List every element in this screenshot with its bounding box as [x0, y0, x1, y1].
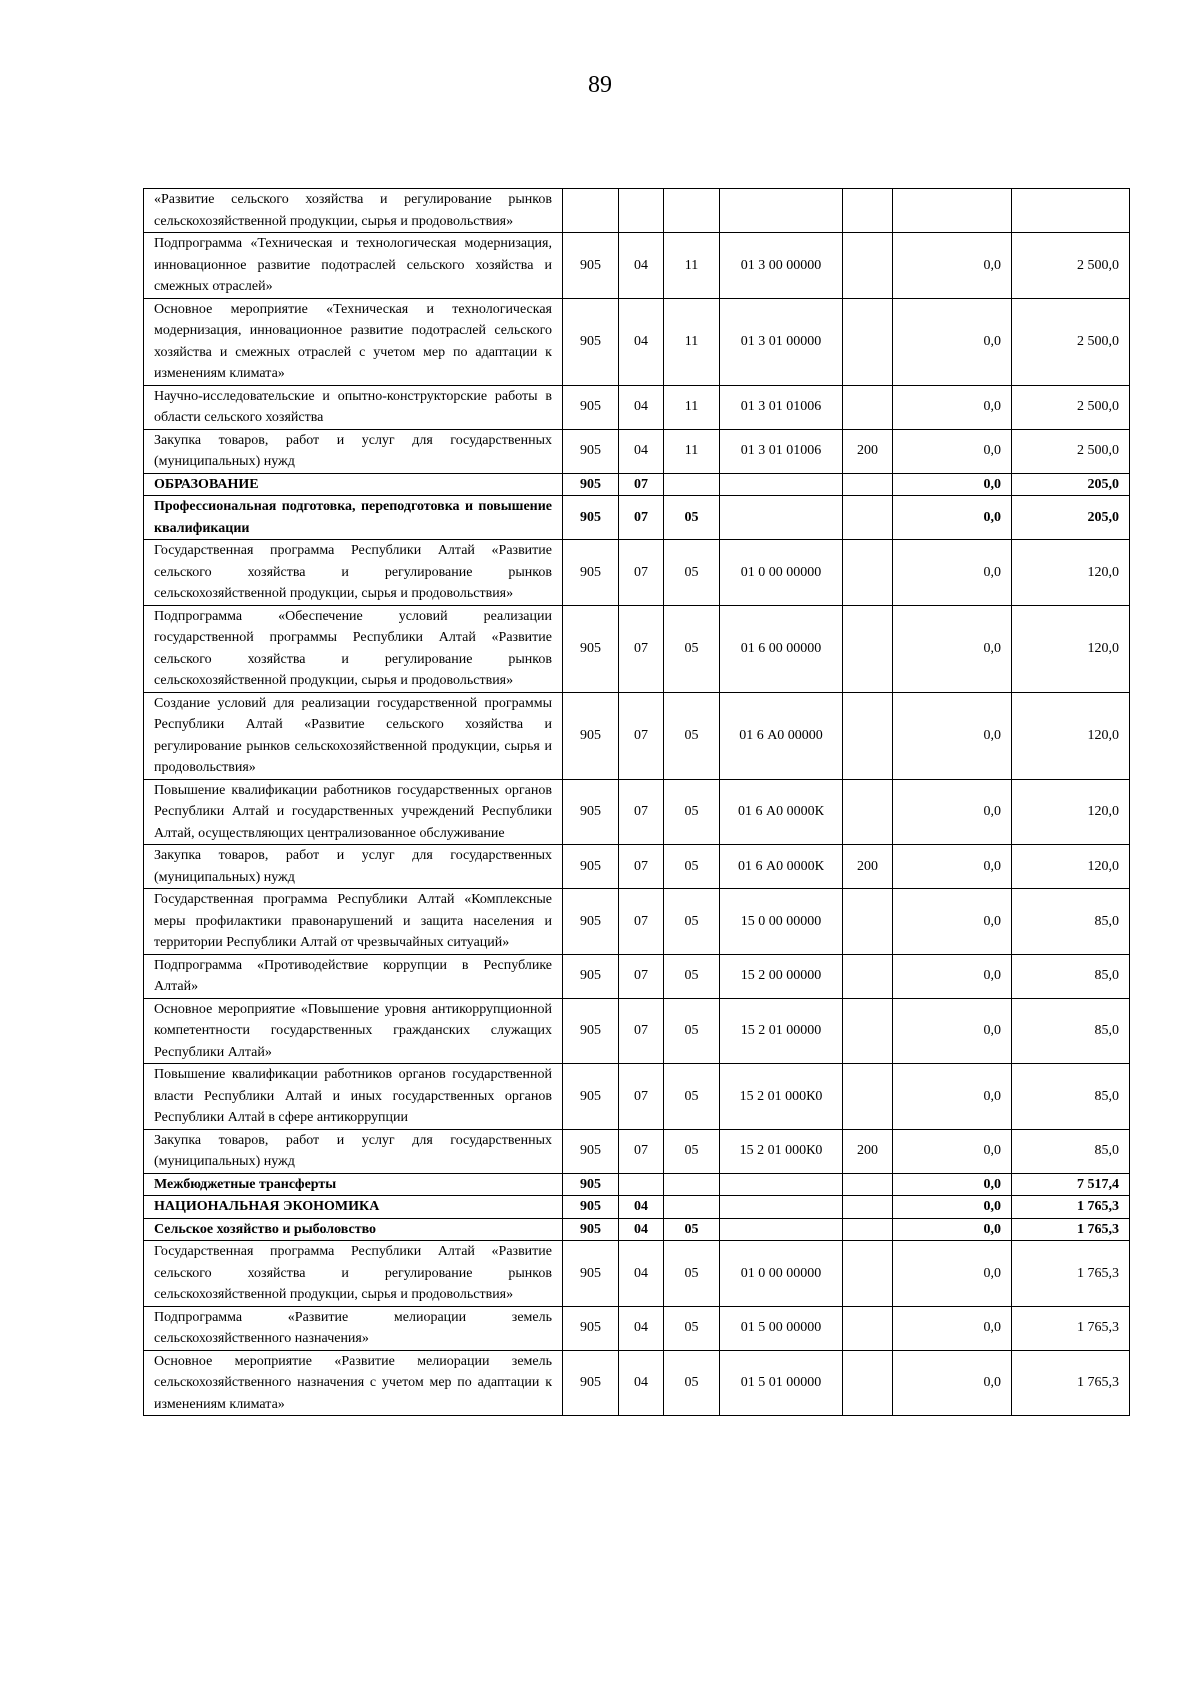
table-row — [144, 473, 1130, 496]
amount-cell-2: 1 765,3 — [1012, 1218, 1130, 1241]
amount-cell-1: 0,0 — [893, 889, 1012, 955]
amount-cell-1: 0,0 — [893, 298, 1012, 385]
expense-type-cell — [843, 385, 893, 429]
target-article-cell — [720, 496, 843, 540]
ministry-code-cell: 905 — [563, 1196, 619, 1219]
ministry-code-cell: 905 — [563, 540, 619, 606]
ministry-code-cell: 905 — [563, 496, 619, 540]
row-name-cell: Профессиональная подготовка, переподготовка и повышение квалификации — [144, 496, 563, 540]
target-article-cell: 01 3 00 00000 — [720, 233, 843, 299]
ministry-code-cell — [563, 189, 619, 233]
target-article-cell: 01 3 01 01006 — [720, 429, 843, 473]
expense-type-cell — [843, 779, 893, 845]
section-code-cell: 07 — [619, 605, 664, 692]
expense-type-cell — [843, 189, 893, 233]
table-row — [144, 1196, 1130, 1219]
row-name-cell: Государственная программа Республики Алтай «Комплексные меры профилактики правонарушений и защита населения и территории Республики Алтай от чрезвычайных ситуаций» — [144, 889, 563, 955]
table-row — [144, 298, 1130, 385]
subsection-code-cell: 05 — [664, 954, 720, 998]
target-article-cell: 15 2 01 000К0 — [720, 1129, 843, 1173]
table-row — [144, 1241, 1130, 1307]
subsection-code-cell: 05 — [664, 1064, 720, 1130]
amount-cell-2: 205,0 — [1012, 473, 1130, 496]
section-code-cell — [619, 189, 664, 233]
row-name-cell: Межбюджетные трансферты — [144, 1173, 563, 1196]
target-article-cell: 01 6 А0 00000 — [720, 692, 843, 779]
subsection-code-cell — [664, 189, 720, 233]
amount-cell-2: 7 517,4 — [1012, 1173, 1130, 1196]
amount-cell-2: 2 500,0 — [1012, 233, 1130, 299]
subsection-code-cell: 05 — [664, 998, 720, 1064]
ministry-code-cell: 905 — [563, 692, 619, 779]
ministry-code-cell: 905 — [563, 1129, 619, 1173]
table-row — [144, 385, 1130, 429]
table-row — [144, 429, 1130, 473]
table-row — [144, 233, 1130, 299]
row-name-cell: Государственная программа Республики Алтай «Развитие сельского хозяйства и регулирование рынков сельскохозяйственной продукции, сырья и продовольствия» — [144, 1241, 563, 1307]
amount-cell-2: 85,0 — [1012, 954, 1130, 998]
table-row — [144, 889, 1130, 955]
expense-type-cell — [843, 1241, 893, 1307]
row-name-cell: Государственная программа Республики Алтай «Развитие сельского хозяйства и регулирование рынков сельскохозяйственной продукции, сырья и продовольствия» — [144, 540, 563, 606]
expense-type-cell — [843, 496, 893, 540]
amount-cell-1 — [893, 189, 1012, 233]
subsection-code-cell: 11 — [664, 298, 720, 385]
row-name-cell: Подпрограмма «Развитие мелиорации земель сельскохозяйственного назначения» — [144, 1306, 563, 1350]
ministry-code-cell: 905 — [563, 845, 619, 889]
ministry-code-cell: 905 — [563, 429, 619, 473]
amount-cell-1: 0,0 — [893, 1241, 1012, 1307]
target-article-cell: 01 5 01 00000 — [720, 1350, 843, 1416]
target-article-cell: 01 6 А0 0000К — [720, 845, 843, 889]
subsection-code-cell — [664, 1196, 720, 1219]
amount-cell-1: 0,0 — [893, 1129, 1012, 1173]
subsection-code-cell: 11 — [664, 385, 720, 429]
row-name-cell: Подпрограмма «Обеспечение условий реализации государственной программы Республики Алтай «Развитие сельского хозяйства и регулирование рынков сельскохозяйственной продукции, сырья и продовольствия» — [144, 605, 563, 692]
table-row — [144, 1173, 1130, 1196]
target-article-cell: 15 2 01 000К0 — [720, 1064, 843, 1130]
ministry-code-cell: 905 — [563, 1218, 619, 1241]
table-row — [144, 1218, 1130, 1241]
expense-type-cell — [843, 1306, 893, 1350]
ministry-code-cell: 905 — [563, 1173, 619, 1196]
ministry-code-cell: 905 — [563, 473, 619, 496]
amount-cell-2: 85,0 — [1012, 1129, 1130, 1173]
row-name-cell: Сельское хозяйство и рыболовство — [144, 1218, 563, 1241]
table-row — [144, 605, 1130, 692]
subsection-code-cell — [664, 1173, 720, 1196]
section-code-cell: 04 — [619, 385, 664, 429]
section-code-cell: 04 — [619, 1350, 664, 1416]
ministry-code-cell: 905 — [563, 1350, 619, 1416]
amount-cell-2: 205,0 — [1012, 496, 1130, 540]
row-name-cell: Повышение квалификации работников органов государственной власти Республики Алтай и иных государственных органов Республики Алтай в сфере антикоррупции — [144, 1064, 563, 1130]
target-article-cell — [720, 1173, 843, 1196]
amount-cell-2: 85,0 — [1012, 998, 1130, 1064]
amount-cell-2: 85,0 — [1012, 1064, 1130, 1130]
ministry-code-cell: 905 — [563, 998, 619, 1064]
subsection-code-cell: 05 — [664, 496, 720, 540]
expense-type-cell: 200 — [843, 845, 893, 889]
amount-cell-1: 0,0 — [893, 1350, 1012, 1416]
amount-cell-1: 0,0 — [893, 605, 1012, 692]
amount-cell-2: 85,0 — [1012, 889, 1130, 955]
expense-type-cell — [843, 998, 893, 1064]
target-article-cell: 15 0 00 00000 — [720, 889, 843, 955]
expense-type-cell: 200 — [843, 1129, 893, 1173]
row-name-cell: ОБРАЗОВАНИЕ — [144, 473, 563, 496]
expense-type-cell — [843, 298, 893, 385]
table-row — [144, 1350, 1130, 1416]
section-code-cell: 07 — [619, 1064, 664, 1130]
target-article-cell: 01 0 00 00000 — [720, 1241, 843, 1307]
target-article-cell — [720, 189, 843, 233]
target-article-cell — [720, 473, 843, 496]
row-name-cell: Подпрограмма «Техническая и технологическая модернизация, инновационное развитие подотраслей сельского хозяйства и смежных отраслей» — [144, 233, 563, 299]
amount-cell-2: 1 765,3 — [1012, 1241, 1130, 1307]
section-code-cell: 07 — [619, 889, 664, 955]
section-code-cell: 07 — [619, 845, 664, 889]
amount-cell-1: 0,0 — [893, 1218, 1012, 1241]
table-row — [144, 779, 1130, 845]
subsection-code-cell: 05 — [664, 1306, 720, 1350]
section-code-cell — [619, 1173, 664, 1196]
row-name-cell: Закупка товаров, работ и услуг для государственных (муниципальных) нужд — [144, 1129, 563, 1173]
expense-type-cell — [843, 692, 893, 779]
section-code-cell: 04 — [619, 233, 664, 299]
section-code-cell: 04 — [619, 429, 664, 473]
row-name-cell: Создание условий для реализации государственной программы Республики Алтай «Развитие сельского хозяйства и регулирование рынков сельскохозяйственной продукции, сырья и продовольствия» — [144, 692, 563, 779]
subsection-code-cell: 05 — [664, 1129, 720, 1173]
amount-cell-1: 0,0 — [893, 1306, 1012, 1350]
ministry-code-cell: 905 — [563, 954, 619, 998]
table-row — [144, 189, 1130, 233]
row-name-cell: «Развитие сельского хозяйства и регулирование рынков сельскохозяйственной продукции, сырья и продовольствия» — [144, 189, 563, 233]
expense-type-cell — [843, 1173, 893, 1196]
row-name-cell: НАЦИОНАЛЬНАЯ ЭКОНОМИКА — [144, 1196, 563, 1219]
target-article-cell: 01 6 00 00000 — [720, 605, 843, 692]
ministry-code-cell: 905 — [563, 1064, 619, 1130]
subsection-code-cell: 11 — [664, 233, 720, 299]
amount-cell-2: 2 500,0 — [1012, 385, 1130, 429]
ministry-code-cell: 905 — [563, 298, 619, 385]
subsection-code-cell: 05 — [664, 1350, 720, 1416]
amount-cell-1: 0,0 — [893, 473, 1012, 496]
row-name-cell: Закупка товаров, работ и услуг для государственных (муниципальных) нужд — [144, 429, 563, 473]
amount-cell-2: 120,0 — [1012, 779, 1130, 845]
amount-cell-2: 1 765,3 — [1012, 1196, 1130, 1219]
subsection-code-cell: 05 — [664, 1241, 720, 1307]
section-code-cell: 07 — [619, 998, 664, 1064]
target-article-cell: 01 6 А0 0000К — [720, 779, 843, 845]
ministry-code-cell: 905 — [563, 385, 619, 429]
row-name-cell: Закупка товаров, работ и услуг для государственных (муниципальных) нужд — [144, 845, 563, 889]
amount-cell-2: 1 765,3 — [1012, 1350, 1130, 1416]
amount-cell-2: 120,0 — [1012, 845, 1130, 889]
amount-cell-2: 120,0 — [1012, 540, 1130, 606]
section-code-cell: 04 — [619, 1241, 664, 1307]
amount-cell-1: 0,0 — [893, 233, 1012, 299]
expense-type-cell — [843, 540, 893, 606]
expense-type-cell — [843, 605, 893, 692]
table-row — [144, 496, 1130, 540]
amount-cell-2: 120,0 — [1012, 605, 1130, 692]
target-article-cell: 01 3 01 01006 — [720, 385, 843, 429]
section-code-cell: 07 — [619, 779, 664, 845]
expense-type-cell — [843, 1196, 893, 1219]
amount-cell-1: 0,0 — [893, 1064, 1012, 1130]
section-code-cell: 04 — [619, 1306, 664, 1350]
section-code-cell: 07 — [619, 954, 664, 998]
section-code-cell: 04 — [619, 1218, 664, 1241]
expense-type-cell — [843, 1218, 893, 1241]
table-row — [144, 540, 1130, 606]
section-code-cell: 07 — [619, 1129, 664, 1173]
expense-type-cell — [843, 889, 893, 955]
amount-cell-1: 0,0 — [893, 954, 1012, 998]
subsection-code-cell: 05 — [664, 692, 720, 779]
table-row — [144, 1306, 1130, 1350]
subsection-code-cell — [664, 473, 720, 496]
amount-cell-1: 0,0 — [893, 692, 1012, 779]
row-name-cell: Основное мероприятие «Техническая и технологическая модернизация, инновационное развитие подотраслей сельского хозяйства и смежных отраслей с учетом мер по адаптации к изменениям климата» — [144, 298, 563, 385]
amount-cell-1: 0,0 — [893, 998, 1012, 1064]
ministry-code-cell: 905 — [563, 1306, 619, 1350]
ministry-code-cell: 905 — [563, 605, 619, 692]
target-article-cell: 15 2 01 00000 — [720, 998, 843, 1064]
amount-cell-2 — [1012, 189, 1130, 233]
section-code-cell: 07 — [619, 496, 664, 540]
amount-cell-2: 2 500,0 — [1012, 429, 1130, 473]
budget-table-body — [144, 189, 1130, 1416]
expense-type-cell — [843, 473, 893, 496]
amount-cell-1: 0,0 — [893, 385, 1012, 429]
expense-type-cell: 200 — [843, 429, 893, 473]
amount-cell-1: 0,0 — [893, 779, 1012, 845]
target-article-cell: 01 0 00 00000 — [720, 540, 843, 606]
expense-type-cell — [843, 954, 893, 998]
ministry-code-cell: 905 — [563, 1241, 619, 1307]
amount-cell-2: 1 765,3 — [1012, 1306, 1130, 1350]
ministry-code-cell: 905 — [563, 889, 619, 955]
table-row — [144, 998, 1130, 1064]
row-name-cell: Научно-исследовательские и опытно-конструкторские работы в области сельского хозяйства — [144, 385, 563, 429]
page-number: 89 — [588, 72, 612, 98]
amount-cell-1: 0,0 — [893, 1196, 1012, 1219]
target-article-cell: 01 3 01 00000 — [720, 298, 843, 385]
subsection-code-cell: 11 — [664, 429, 720, 473]
target-article-cell: 15 2 00 00000 — [720, 954, 843, 998]
section-code-cell: 07 — [619, 692, 664, 779]
table-row — [144, 1129, 1130, 1173]
amount-cell-2: 2 500,0 — [1012, 298, 1130, 385]
amount-cell-1: 0,0 — [893, 496, 1012, 540]
subsection-code-cell: 05 — [664, 605, 720, 692]
section-code-cell: 04 — [619, 298, 664, 385]
row-name-cell: Основное мероприятие «Развитие мелиорации земель сельскохозяйственного назначения с учетом мер по адаптации к изменениям климата» — [144, 1350, 563, 1416]
row-name-cell: Подпрограмма «Противодействие коррупции в Республике Алтай» — [144, 954, 563, 998]
expense-type-cell — [843, 1350, 893, 1416]
target-article-cell — [720, 1196, 843, 1219]
table-row — [144, 692, 1130, 779]
expense-type-cell — [843, 1064, 893, 1130]
target-article-cell: 01 5 00 00000 — [720, 1306, 843, 1350]
row-name-cell: Основное мероприятие «Повышение уровня антикоррупционной компетентности государственных гражданских служащих Республики Алтай» — [144, 998, 563, 1064]
subsection-code-cell: 05 — [664, 1218, 720, 1241]
amount-cell-1: 0,0 — [893, 540, 1012, 606]
section-code-cell: 07 — [619, 540, 664, 606]
ministry-code-cell: 905 — [563, 779, 619, 845]
subsection-code-cell: 05 — [664, 845, 720, 889]
target-article-cell — [720, 1218, 843, 1241]
amount-cell-1: 0,0 — [893, 429, 1012, 473]
subsection-code-cell: 05 — [664, 540, 720, 606]
section-code-cell: 04 — [619, 1196, 664, 1219]
table-row — [144, 845, 1130, 889]
amount-cell-2: 120,0 — [1012, 692, 1130, 779]
amount-cell-1: 0,0 — [893, 845, 1012, 889]
table-row — [144, 954, 1130, 998]
table-row — [144, 1064, 1130, 1130]
expense-type-cell — [843, 233, 893, 299]
section-code-cell: 07 — [619, 473, 664, 496]
subsection-code-cell: 05 — [664, 779, 720, 845]
ministry-code-cell: 905 — [563, 233, 619, 299]
budget-table — [143, 188, 1130, 1416]
subsection-code-cell: 05 — [664, 889, 720, 955]
amount-cell-1: 0,0 — [893, 1173, 1012, 1196]
row-name-cell: Повышение квалификации работников государственных органов Республики Алтай и государственных учреждений Республики Алтай, осуществляющих централизованное обслуживание — [144, 779, 563, 845]
